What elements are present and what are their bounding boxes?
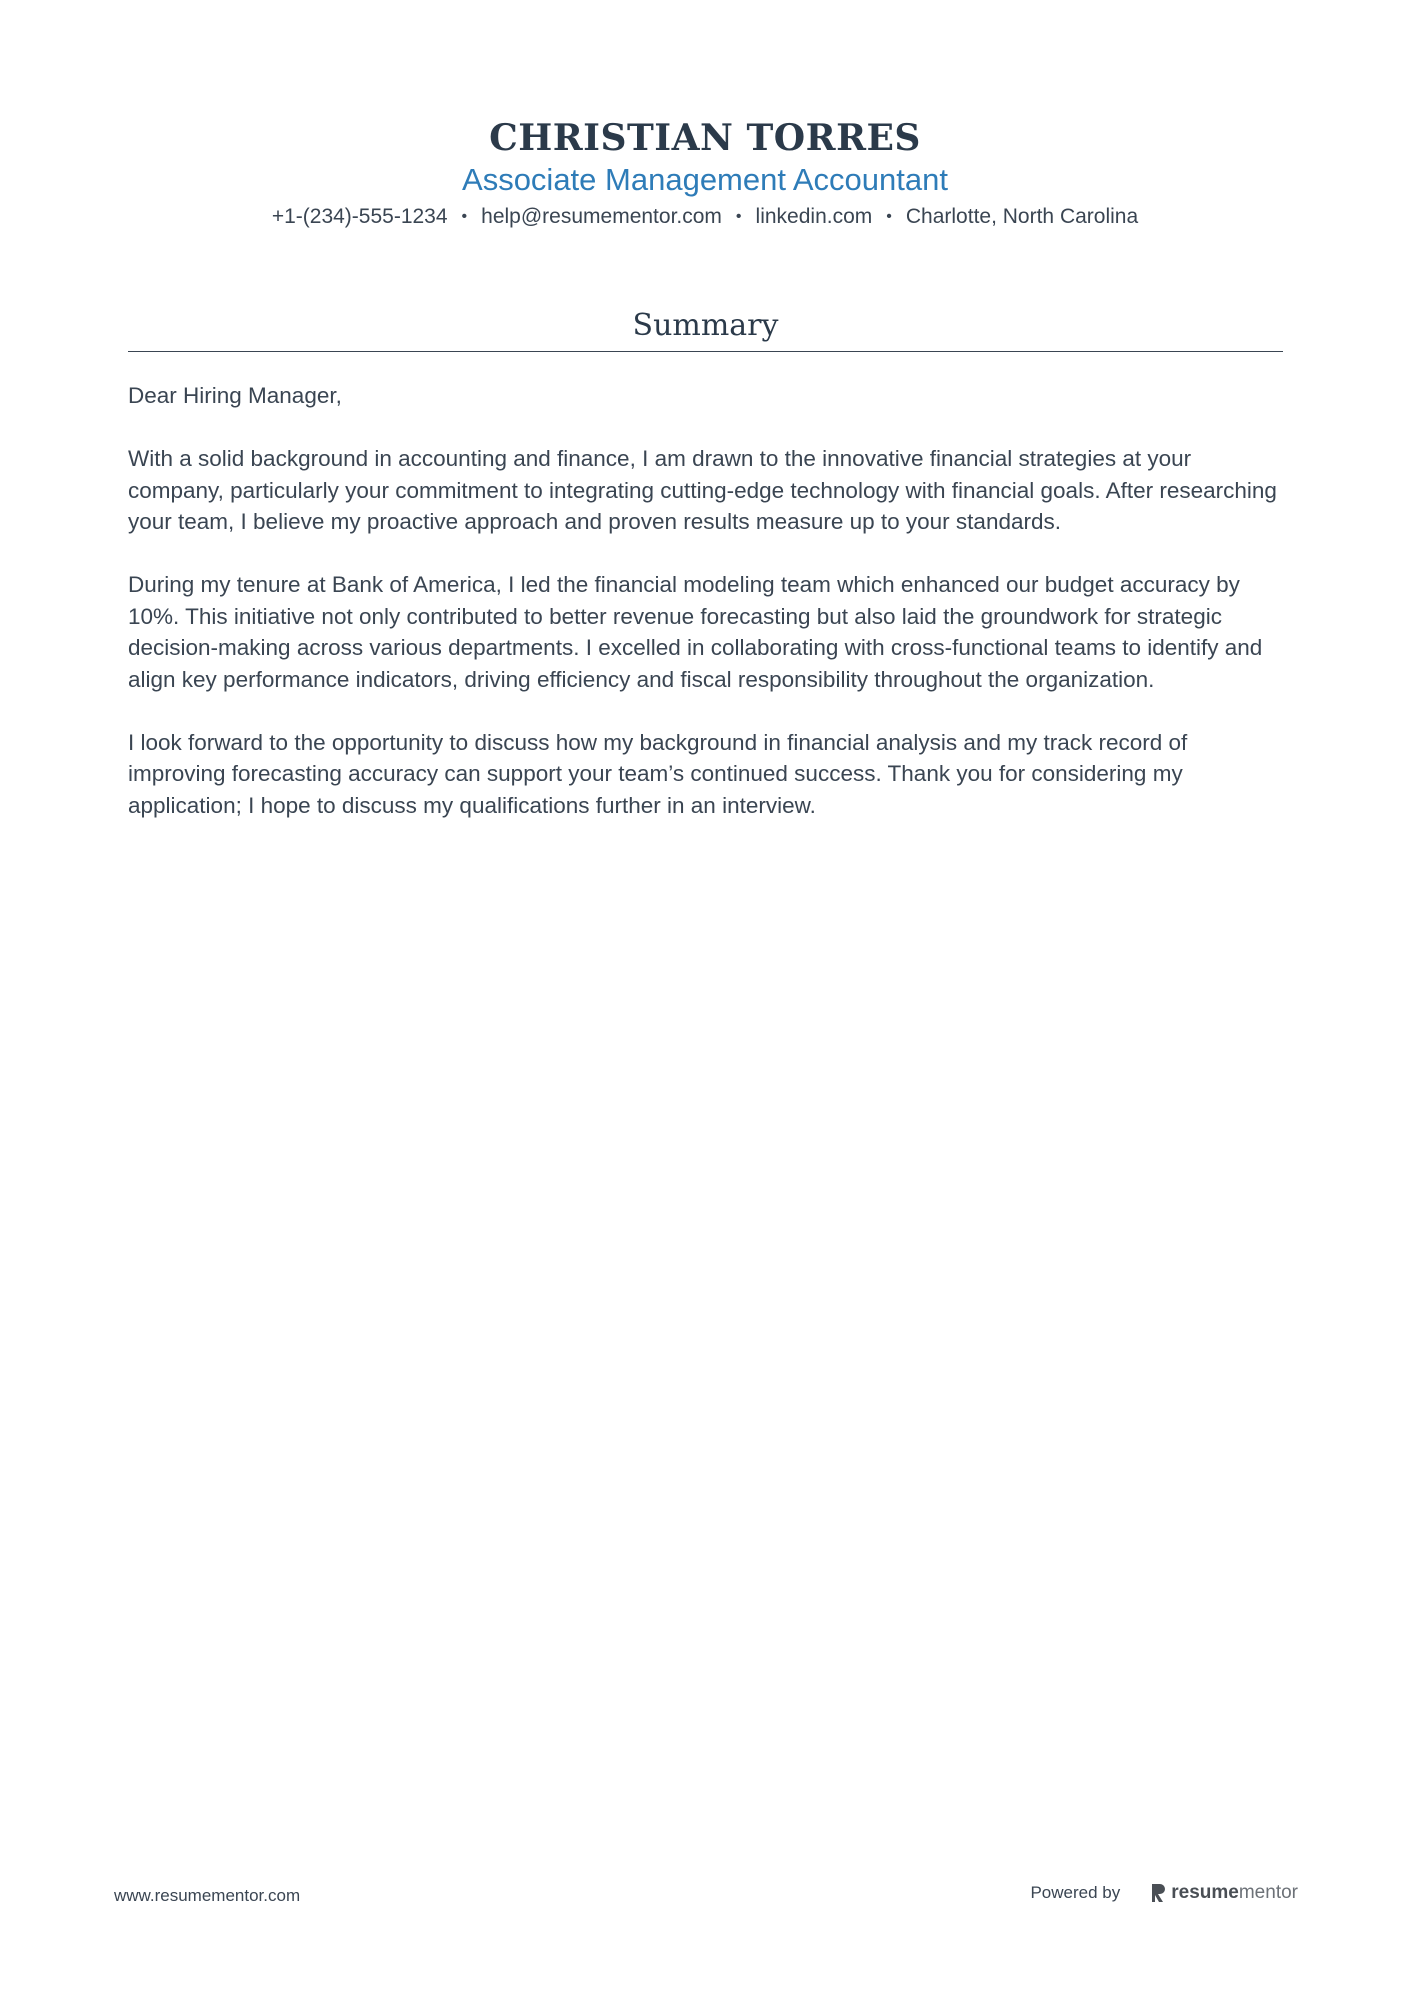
contact-linkedin: linkedin.com — [755, 205, 873, 228]
section-divider — [128, 351, 1283, 352]
paragraph: With a solid background in accounting and finance, I am drawn to the innovative financial strategies at your company, particularly your commitment to integrating cutting-edge technology with financial goals. After researching your team, I believe my proactive approach and proven results measure up to your standards. — [128, 446, 1277, 534]
contact-phone: +1-(234)-555-1234 — [271, 205, 448, 228]
resume-header — [0, 116, 1410, 234]
paragraph: I look forward to the opportunity to discuss how my background in financial analysis and my track record of improving forecasting accuracy can support your team’s continued success. Thank you for considering my application; I hope to discuss my qualifications further in an interview. — [128, 729, 1188, 818]
powered-by-label: Powered by — [1030, 1883, 1121, 1902]
brand-name-light: mentor — [1238, 1882, 1298, 1903]
brand-logo — [1150, 1882, 1298, 1904]
candidate-name: CHRISTIAN TORRES — [489, 117, 921, 159]
job-title: Associate Management Accountant — [462, 162, 948, 197]
paragraph: During my tenure at Bank of America, I led the financial modeling team which enhanced our budget accuracy by 10%. This initiative not only contributed to better revenue forecasting but also laid the groundwork for strategic decision-making across various departments. I excelled in collaborating with cross-functional teams to identify and align key performance indicators, driving efficiency and fiscal responsibility throughout the organization. — [128, 572, 1263, 692]
footer-website: www.resumementor.com — [114, 1886, 301, 1905]
contact-separator: • — [461, 208, 468, 225]
contact-separator: • — [886, 208, 892, 225]
footer-branding — [1030, 1882, 1298, 1904]
summary-heading: Summary — [632, 308, 779, 343]
contact-email: help@resumementor.com — [481, 205, 722, 228]
brand-name-bold: resume — [1171, 1882, 1239, 1903]
salutation: Dear Hiring Manager, — [128, 383, 342, 408]
contact-line — [0, 202, 1410, 234]
resumementor-logo-icon — [1150, 1883, 1166, 1903]
contact-location: Charlotte, North Carolina — [905, 205, 1139, 228]
contact-separator: • — [735, 208, 742, 225]
summary-body — [128, 380, 1283, 853]
